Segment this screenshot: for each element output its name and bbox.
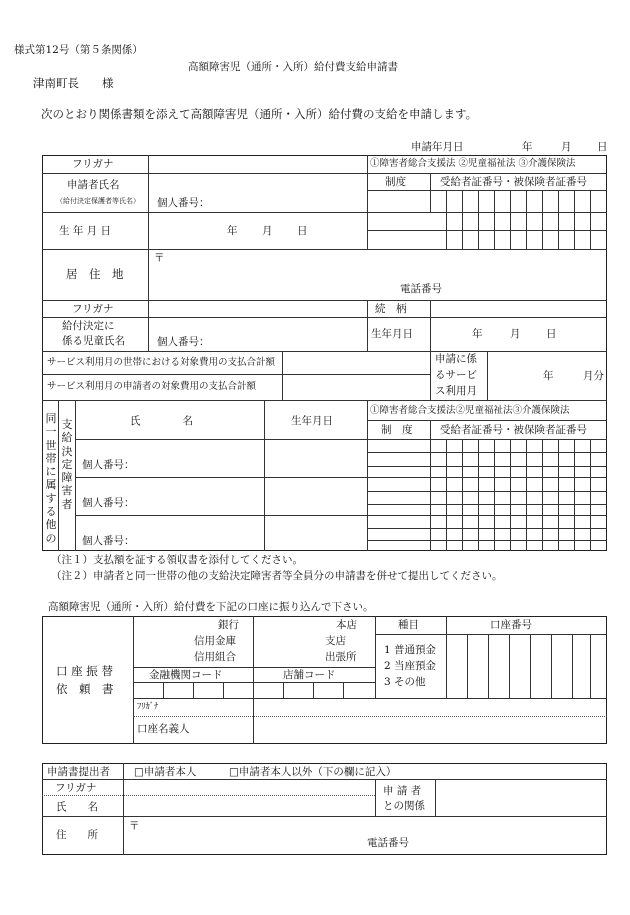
child-birth-month: 月 — [510, 328, 521, 340]
system-label-2: 制 度 — [381, 424, 413, 436]
bank-type-3: 信用組合 — [194, 651, 236, 663]
date-month-label: 月 — [561, 141, 572, 153]
date-label: 申請年月日 — [411, 141, 464, 153]
child-birth-label: 生年月日 — [371, 328, 413, 340]
birth-day: 日 — [297, 225, 308, 237]
service-month-label-3: ス利用月 — [435, 385, 477, 397]
branch-code-label: 店舗コード — [283, 669, 336, 681]
bank-request-label-1: 口 座 振 替 — [56, 664, 113, 678]
note-2: （注２）申請者と同一世帯の他の支給決定障害者等全員分の申請書を併せて提出してください。 — [51, 570, 503, 582]
submitter-option-other[interactable]: □申請者本人以外（下の欄に記入） — [229, 766, 397, 778]
date-year-label: 年 — [522, 141, 533, 153]
note-1: （注１）支払額を証する領収書を添付してください。 — [51, 554, 303, 566]
service-month-label-2: るサービ — [435, 369, 477, 381]
account-type-label: 種目 — [398, 619, 419, 631]
relationship-label: 続 柄 — [375, 303, 407, 315]
furigana-label: フリガナ — [72, 158, 114, 170]
law-options-2: ①障害者総合支援法②児童福祉法③介護保険法 — [370, 405, 570, 416]
name-header: 氏 名 — [130, 415, 193, 427]
submitter-relation-label-2: との関係 — [383, 800, 425, 812]
birthdate-label: 生 年 月 日 — [59, 225, 112, 237]
birth-year: 年 — [227, 225, 238, 237]
birth-month: 月 — [262, 225, 273, 237]
holder-furigana-label: ﾌﾘｶﾞﾅ — [137, 702, 159, 712]
cert-no-label: 受給者証番号・被保険者証番号 — [440, 176, 587, 188]
child-my-number: 個人番号： — [157, 336, 210, 348]
submitter-furigana-label: フリガナ — [55, 782, 97, 794]
account-type-1: 1 普通預金 — [384, 644, 437, 656]
member1-my-number: 個人番号： — [82, 459, 135, 471]
submitter-relation-label-1: 申 請 者 — [383, 785, 422, 797]
form-number: 様式第12号（第５条関係） — [14, 44, 143, 56]
system-label: 制度 — [385, 176, 406, 188]
birth-header: 生年月日 — [291, 415, 333, 427]
account-type-2: 2 当座預金 — [384, 660, 437, 672]
branch-type-1: 本店 — [336, 619, 357, 631]
bank-request-label-2: 依 頼 書 — [56, 682, 114, 696]
child-label-1: 給付決定に — [62, 320, 115, 332]
submitter-postal-mark: 〒 — [129, 820, 140, 832]
applicant-name-label: 申請者氏名 — [67, 179, 120, 191]
branch-type-3: 出張所 — [325, 651, 357, 663]
submitter-phone-label: 電話番号 — [367, 837, 409, 849]
recipient: 津南町長 様 — [33, 76, 114, 90]
cert-no-label-2: 受給者証番号・被保険者証番号 — [440, 424, 587, 436]
address-label: 居 住 地 — [66, 267, 124, 281]
submitter-name-label: 氏 名 — [56, 801, 98, 813]
member2-my-number: 個人番号： — [82, 497, 135, 509]
service-month-of-label: 月分 — [583, 370, 604, 382]
date-day-label: 日 — [597, 141, 608, 153]
bank-type-2: 信用金庫 — [194, 635, 236, 647]
phone-label: 電話番号 — [400, 283, 442, 295]
member3-my-number: 個人番号： — [82, 535, 135, 547]
form-title: 高額障害児（通所・入所）給付費支給申請書 — [188, 61, 398, 73]
applicant-name-note: （給付決定保護者等氏名） — [56, 197, 140, 205]
service-month-label-1: 申請に係 — [435, 353, 477, 365]
child-furigana-label: フリガナ — [72, 303, 114, 315]
law-options: ①障害者総合支援法 ②児童福祉法 ③介護保険法 — [370, 158, 576, 169]
child-birth-year: 年 — [472, 328, 483, 340]
bank-heading: 高額障害児（通所・入所）給付費を下記の口座に振り込んで下さい。 — [48, 601, 374, 613]
child-birth-day: 日 — [546, 328, 557, 340]
bank-type-1: 銀行 — [218, 619, 239, 631]
total-household-label: サービス利用月の世帯における対象費用の支払合計額 — [47, 357, 276, 368]
service-year-label: 年 — [543, 370, 554, 382]
account-type-3: 3 その他 — [384, 676, 426, 688]
postal-mark: 〒 — [154, 252, 165, 264]
submitter-label: 申請書提出者 — [47, 766, 110, 778]
holder-label: 口座名義人 — [137, 723, 190, 735]
submitter-address-label: 住 所 — [56, 829, 98, 841]
submitter-option-self[interactable]: □申請者本人 — [134, 766, 197, 778]
child-label-2: 係る児童氏名 — [62, 335, 125, 347]
applicant-my-number: 個人番号： — [157, 197, 210, 209]
household-column-label: 同一世帯に属する他の — [45, 412, 57, 545]
total-applicant-label: サービス利用月の申請者の対象費用の支払合計額 — [47, 381, 257, 392]
disabled-column-label: 支給決定障害者 — [61, 418, 73, 511]
intro-text: 次のとおり関係書類を添えて高額障害児（通所・入所）給付費の支給を申請します。 — [41, 107, 478, 121]
branch-type-2: 支店 — [325, 635, 346, 647]
institution-code-label: 金融機関コード — [149, 669, 223, 681]
account-no-label: 口座番号 — [490, 619, 532, 631]
